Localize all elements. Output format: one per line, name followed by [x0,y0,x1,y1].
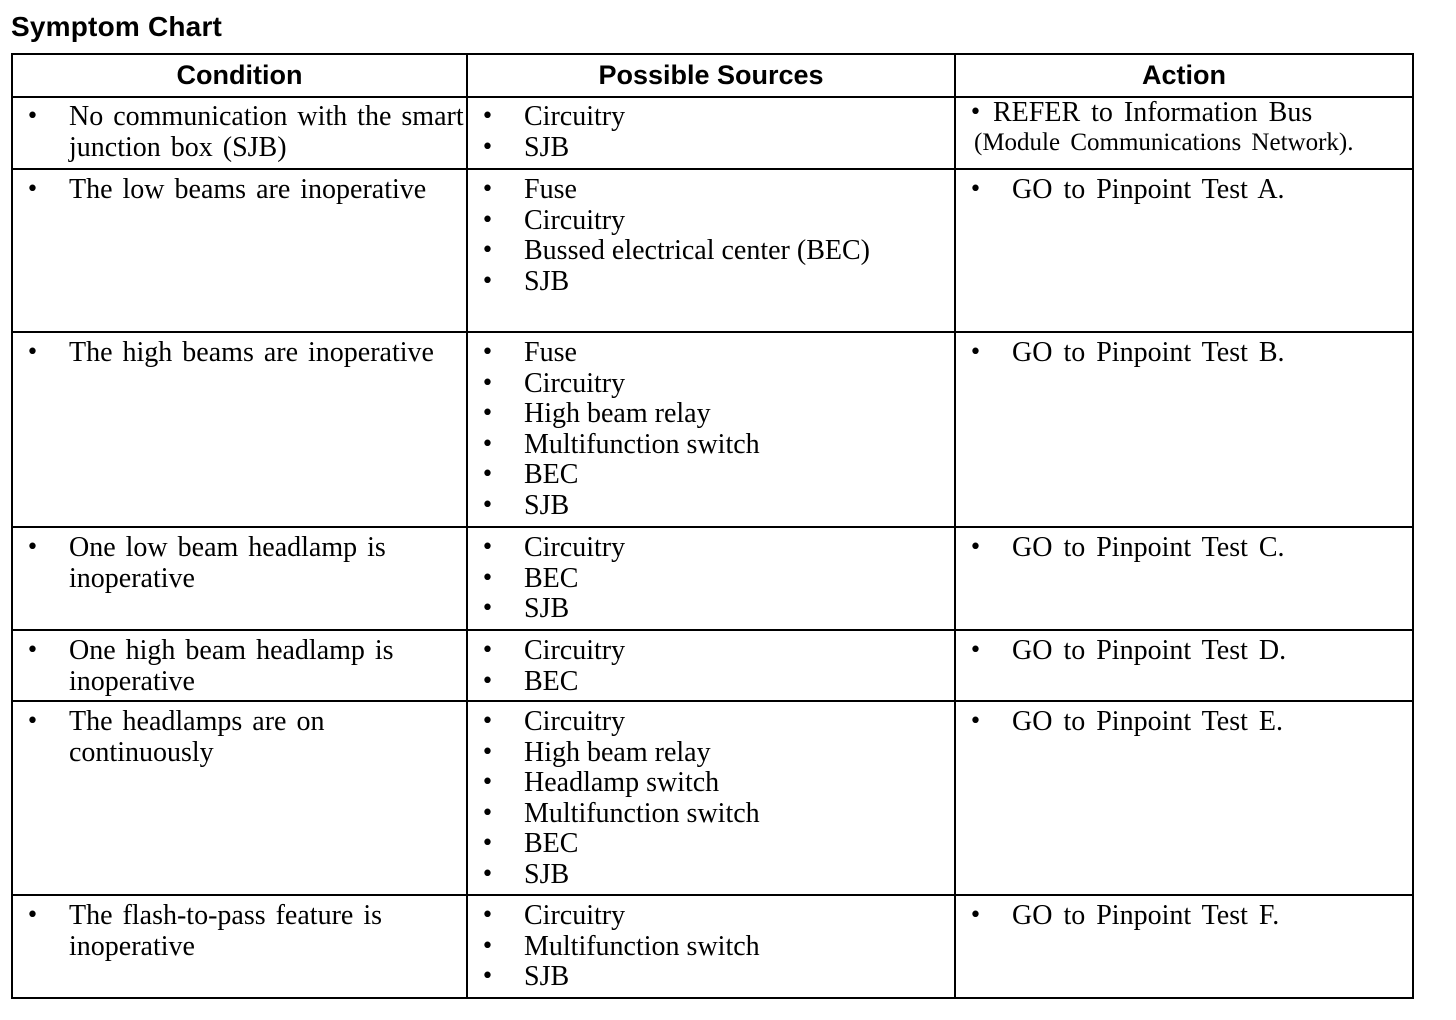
action-text: • GO to Pinpoint Test D. [956,636,1412,667]
action-item [956,98,1412,157]
page-title: Symptom Chart [11,11,223,42]
sources-cell [467,630,955,701]
source-item: • SJB [468,491,954,522]
sources-cell [467,895,955,998]
column-header-sources: Possible Sources [467,54,955,97]
source-item: • Multifunction switch [468,932,954,963]
header-row [12,54,1413,97]
action-text: • GO to Pinpoint Test F. [956,901,1412,932]
action-text: • GO to Pinpoint Test B. [956,338,1412,369]
condition-cell [12,527,467,630]
source-item: • Multifunction switch [468,430,954,461]
source-item: • SJB [468,267,954,298]
source-item: • SJB [468,962,954,993]
table-row [12,97,1413,169]
source-item: • Circuitry [468,707,954,738]
sources-cell [467,97,955,169]
table-row [12,895,1413,998]
action-cell [955,169,1413,332]
table-row [12,630,1413,701]
source-item: • BEC [468,829,954,860]
condition-text: • No communication with the smart junction box (SJB) [13,102,466,163]
condition-cell [12,630,467,701]
source-item: • Fuse [468,175,954,206]
condition-text: • The high beams are inoperative [13,338,466,369]
action-cell [955,527,1413,630]
source-item: • BEC [468,564,954,595]
action-note: (Module Communications Network). [974,128,1354,156]
action-text: • GO to Pinpoint Test E. [956,707,1412,738]
source-item: • SJB [468,133,954,164]
column-header-condition: Condition [12,54,467,97]
table-row [12,169,1413,332]
condition-cell [12,701,467,895]
sources-cell [467,701,955,895]
condition-cell [12,169,467,332]
source-item: • Headlamp switch [468,768,954,799]
table-row [12,701,1413,895]
condition-cell [12,332,467,527]
condition-cell [12,895,467,998]
action-text: REFER to Information Bus [993,97,1313,128]
action-cell [955,332,1413,527]
action-cell [955,895,1413,998]
sources-cell [467,332,955,527]
table-row [12,527,1413,630]
source-item: • Circuitry [468,533,954,564]
source-item: • Circuitry [468,901,954,932]
condition-text: • The flash-to-pass feature is inoperative [13,901,466,962]
column-header-action: Action [955,54,1413,97]
sources-cell [467,527,955,630]
source-item: • Bussed electrical center (BEC) [468,236,954,267]
condition-text: • The headlamps are on continuously [13,707,466,768]
symptom-table [11,53,1414,999]
action-cell [955,701,1413,895]
action-cell [955,97,1413,169]
source-item: • High beam relay [468,738,954,769]
condition-cell [12,97,467,169]
source-item: • High beam relay [468,399,954,430]
sources-cell [467,169,955,332]
condition-text: • One high beam headlamp is inoperative [13,636,466,697]
source-item: • Multifunction switch [468,799,954,830]
source-item: • Circuitry [468,636,954,667]
source-item: • Circuitry [468,369,954,400]
source-item: • BEC [468,460,954,491]
source-item: • Fuse [468,338,954,369]
source-item: • Circuitry [468,206,954,237]
condition-text: • One low beam headlamp is inoperative [13,533,466,594]
source-item: • SJB [468,594,954,625]
condition-text: • The low beams are inoperative [13,175,466,206]
source-item: • BEC [468,667,954,698]
action-cell [955,630,1413,701]
source-item: • SJB [468,860,954,891]
table-row [12,332,1413,527]
action-text: • GO to Pinpoint Test C. [956,533,1412,564]
action-text: • GO to Pinpoint Test A. [956,175,1412,206]
source-item: • Circuitry [468,102,954,133]
